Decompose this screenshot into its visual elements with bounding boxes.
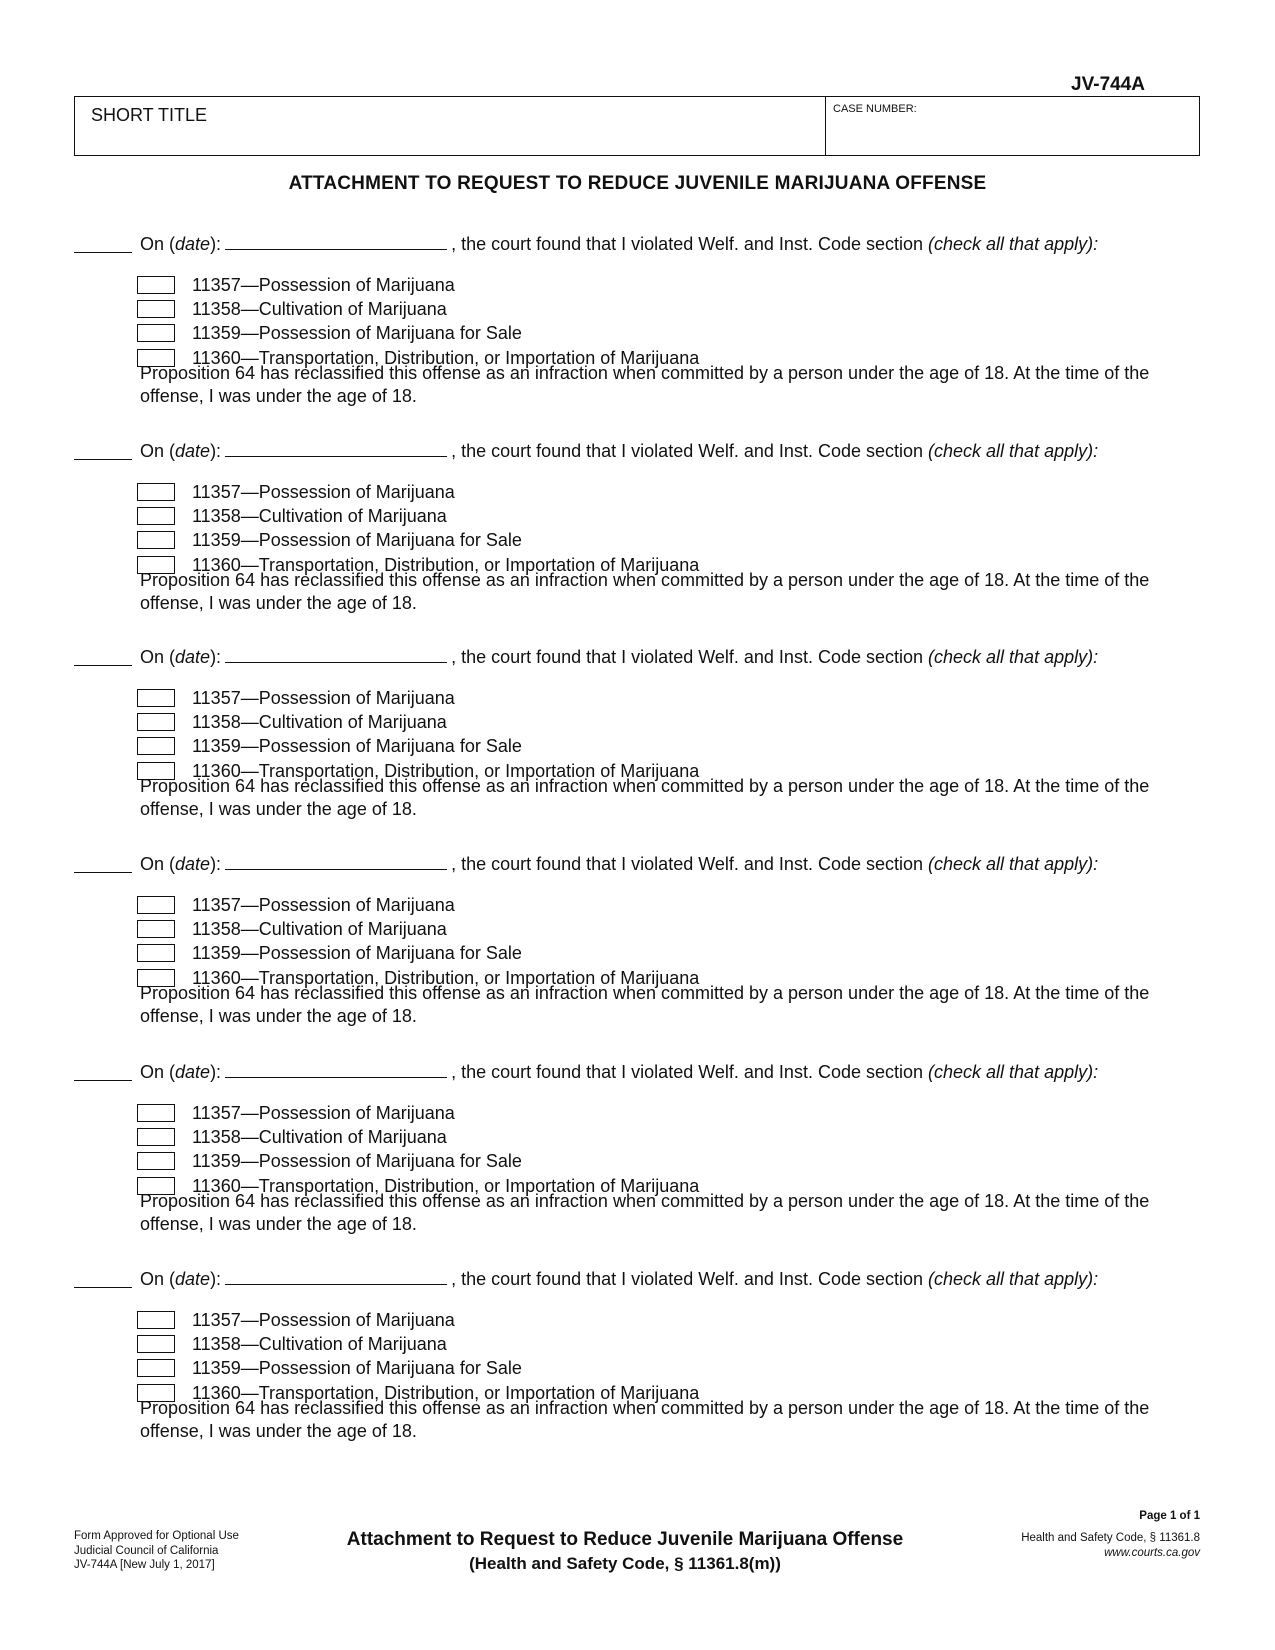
code-checkbox[interactable] [137,276,175,294]
document-title: ATTACHMENT TO REQUEST TO REDUCE JUVENILE MARIJUANA OFFENSE [288,173,987,194]
short-title-field[interactable]: SHORT TITLE [91,105,208,125]
code-option-label: 11360—Transportation, Distribution, or Importation of Marijuana [192,348,700,368]
offense-item [0,1058,1275,1238]
code-option-label: 11357—Possession of Marijuana [192,482,455,502]
on-label: On ( [140,234,176,254]
code-checkbox[interactable] [137,689,175,707]
item-initial-blank[interactable] [74,665,132,666]
code-option-label: 11358—Cultivation of Marijuana [192,712,447,732]
code-checkbox[interactable] [137,300,175,318]
date-input[interactable] [225,456,447,457]
date-input[interactable] [225,1284,447,1285]
code-checkbox[interactable] [137,896,175,914]
proposition-statement: Proposition 64 has reclassified this offense as an infraction when committed by a person under the age of 18. At the time of the offense, I was under the age of 18. [140,776,1150,819]
footer-approval [74,1529,239,1573]
date-input[interactable] [225,1077,447,1078]
on-suffix: ): [210,647,222,667]
code-option-label: 11357—Possession of Marijuana [192,1103,455,1123]
code-option-label: 11357—Possession of Marijuana [192,275,455,295]
proposition-statement: Proposition 64 has reclassified this offense as an infraction when committed by a person under the age of 18. At the time of the offense, I was under the age of 18. [140,1191,1150,1234]
item-initial-blank[interactable] [74,459,132,460]
date-input[interactable] [225,249,447,250]
on-suffix: ): [210,234,222,254]
on-label: On ( [140,1269,176,1289]
check-note: (check all that apply): [928,234,1099,254]
code-checkbox[interactable] [137,944,175,962]
footer-left-line: Judicial Council of California [74,1544,219,1557]
item-initial-blank[interactable] [74,1080,132,1081]
item-initial-blank[interactable] [74,252,132,253]
code-checkbox[interactable] [137,507,175,525]
code-checkbox[interactable] [137,1152,175,1170]
footer-left-line: JV-744A [New July 1, 2017] [74,1559,215,1571]
proposition-statement: Proposition 64 has reclassified this offense as an infraction when committed by a person under the age of 18. At the time of the offense, I was under the age of 18. [140,983,1150,1026]
code-option-label: 11359—Possession of Marijuana for Sale [192,1151,522,1171]
code-option-label: 11357—Possession of Marijuana [192,688,455,708]
offense-item [0,643,1275,823]
footer-title-block [300,1528,950,1576]
code-option-label: 11359—Possession of Marijuana for Sale [192,1358,522,1378]
code-checkbox[interactable] [137,324,175,342]
code-option-label: 11358—Cultivation of Marijuana [192,1127,447,1147]
footer-left-line: Form Approved for Optional Use [74,1530,239,1542]
on-suffix: ): [210,441,222,461]
code-checkbox[interactable] [137,1335,175,1353]
code-option-label: 11357—Possession of Marijuana [192,895,455,915]
on-label: On ( [140,854,176,874]
on-suffix: ): [210,1062,222,1082]
on-label: On ( [140,441,176,461]
date-word: date [175,647,211,667]
code-option-label: 11359—Possession of Marijuana for Sale [192,323,522,343]
code-checkbox[interactable] [137,483,175,501]
finding-text: , the court found that I violated Welf. and Inst. Code section [451,234,929,254]
proposition-statement: Proposition 64 has reclassified this offense as an infraction when committed by a person under the age of 18. At the time of the offense, I was under the age of 18. [140,1398,1150,1441]
footer-citation [1021,1531,1200,1560]
footer-url[interactable]: www.courts.ca.gov [1104,1546,1200,1559]
code-checkbox[interactable] [137,1311,175,1329]
finding-line [140,234,1098,255]
code-option-label: 11358—Cultivation of Marijuana [192,299,447,319]
proposition-statement: Proposition 64 has reclassified this offense as an infraction when committed by a person under the age of 18. At the time of the offense, I was under the age of 18. [140,363,1150,406]
code-option-label: 11359—Possession of Marijuana for Sale [192,736,522,756]
item-initial-blank[interactable] [74,1287,132,1288]
footer-subtitle: (Health and Safety Code, § 11361.8(m)) [469,1554,781,1573]
on-label: On ( [140,647,176,667]
check-note: (check all that apply): [928,441,1099,461]
on-suffix: ): [210,854,222,874]
check-note: (check all that apply): [928,1269,1099,1289]
finding-text: , the court found that I violated Welf. and Inst. Code section [451,854,929,874]
code-checkbox[interactable] [137,1359,175,1377]
on-label: On ( [140,1062,176,1082]
proposition-statement: Proposition 64 has reclassified this offense as an infraction when committed by a person under the age of 18. At the time of the offense, I was under the age of 18. [140,570,1150,613]
on-suffix: ): [210,1269,222,1289]
check-note: (check all that apply): [928,1062,1099,1082]
code-option-label: 11360—Transportation, Distribution, or Importation of Marijuana [192,555,700,575]
code-option-label: 11358—Cultivation of Marijuana [192,506,447,526]
date-word: date [175,441,211,461]
code-option-label: 11360—Transportation, Distribution, or Importation of Marijuana [192,968,700,988]
offense-item [0,850,1275,1030]
finding-line [140,854,1098,875]
code-option-label: 11358—Cultivation of Marijuana [192,919,447,939]
date-input[interactable] [225,662,447,663]
code-option-label: 11358—Cultivation of Marijuana [192,1334,447,1354]
date-word: date [175,1062,211,1082]
check-note: (check all that apply): [928,647,1099,667]
footer-title: Attachment to Request to Reduce Juvenile Marijuana Offense [346,1529,904,1550]
finding-line [140,1269,1098,1290]
finding-text: , the court found that I violated Welf. and Inst. Code section [451,1269,929,1289]
date-word: date [175,1269,211,1289]
page-number: Page 1 of 1 [1139,1510,1200,1522]
footer-code: Health and Safety Code, § 11361.8 [1021,1532,1200,1544]
code-checkbox[interactable] [137,737,175,755]
code-option-label: 11360—Transportation, Distribution, or Importation of Marijuana [192,1383,700,1403]
code-option-label: 11357—Possession of Marijuana [192,1310,455,1330]
form-id: JV-744A [1071,74,1145,95]
check-note: (check all that apply): [928,854,1099,874]
code-checkbox[interactable] [137,1128,175,1146]
code-option-label: 11360—Transportation, Distribution, or Importation of Marijuana [192,1176,700,1196]
case-number-field[interactable]: CASE NUMBER: [833,103,917,115]
code-checkbox[interactable] [137,920,175,938]
finding-text: , the court found that I violated Welf. and Inst. Code section [451,441,929,461]
code-checkbox[interactable] [137,531,175,549]
code-checkbox[interactable] [137,713,175,731]
header-box [74,96,1200,156]
date-input[interactable] [225,869,447,870]
date-word: date [175,854,211,874]
offense-item [0,230,1275,410]
finding-line [140,1062,1098,1083]
code-option-label: 11360—Transportation, Distribution, or Importation of Marijuana [192,761,700,781]
header-divider [825,97,826,155]
code-checkbox[interactable] [137,1104,175,1122]
code-option-label: 11359—Possession of Marijuana for Sale [192,530,522,550]
item-initial-blank[interactable] [74,872,132,873]
code-option-label: 11359—Possession of Marijuana for Sale [192,943,522,963]
offense-item [0,437,1275,617]
date-word: date [175,234,211,254]
finding-line [140,647,1098,668]
offense-item [0,1265,1275,1445]
finding-text: , the court found that I violated Welf. and Inst. Code section [451,1062,929,1082]
finding-line [140,441,1098,462]
finding-text: , the court found that I violated Welf. and Inst. Code section [451,647,929,667]
